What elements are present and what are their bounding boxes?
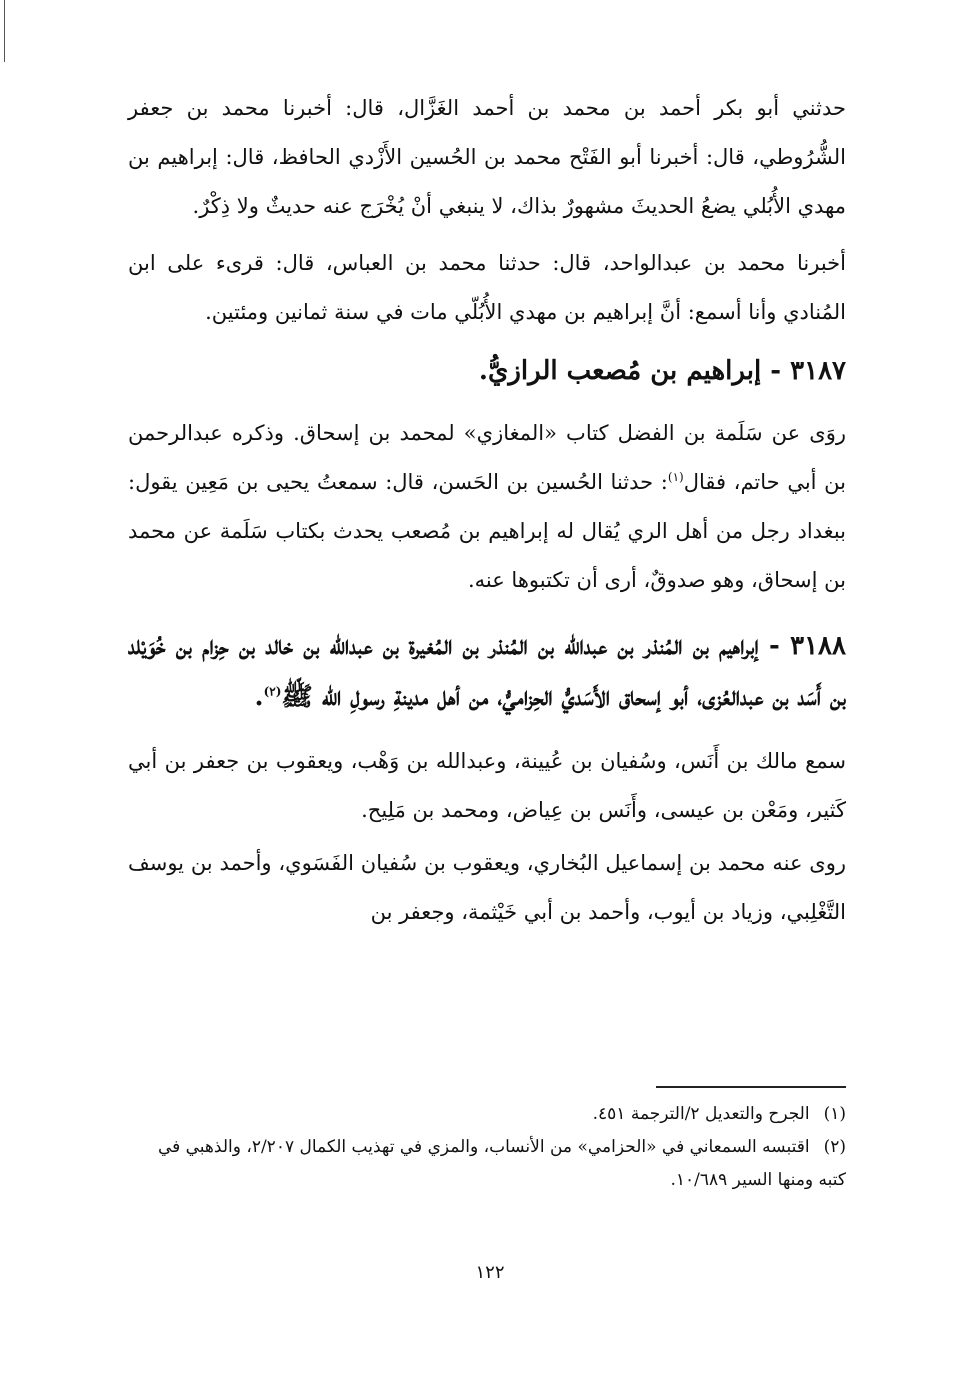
- footnote-separator: [656, 1086, 846, 1088]
- entry-title-end: .: [254, 682, 264, 712]
- footnote-mark: (٢): [823, 1137, 846, 1157]
- main-text: [128, 84, 846, 937]
- footnote-text: الجرح والتعديل ٢/الترجمة ٤٥١.: [592, 1104, 810, 1124]
- entry-separator: -: [769, 631, 780, 661]
- footnote-ref-2: (٢): [263, 684, 282, 699]
- footnote-2: [128, 1131, 846, 1197]
- paragraph-teachers: سمع مالك بن أَنَس، وسُفيان بن عُيينة، وعبدالله بن وَهْب، ويعقوب بن جعفر بن أبي كَثير، ومَعْن بن عيسى، وأَنَس بن عِياض، ومحمد بن مَلِيح.: [128, 749, 846, 822]
- binding-edge-line: [4, 0, 5, 62]
- entry-number: ٣١٨٧: [790, 356, 846, 386]
- paragraph-entry-3187: [128, 409, 846, 605]
- page-number: ١٢٢: [475, 1262, 505, 1283]
- paragraph-students: روى عنه محمد بن إسماعيل البُخاري، ويعقوب بن سُفيان الفَسَوي، وأحمد بن يوسف التَّغْلِبي، وزياد بن أيوب، وأحمد بن أبي خَيْثمة، وجعفر بن: [128, 851, 846, 924]
- paragraph-munadi-narration: أخبرنا محمد بن عبدالواحد، قال: حدثنا محمد بن العباس، قال: قرىء على ابن المُنادي وأنا أسمع: أنَّ إبراهيم بن مهدي الأُبُلّي مات في سنة ثمانين ومئتين.: [128, 251, 846, 324]
- entry-text-continued: : حدثنا الحُسين بن الحَسن، قال: سمعتُ يحيى بن مَعِين يقول: ببغداد رجل من أهل الري يُقال له إبراهيم بن مُصعب يحدث بكتاب سَلَمة عن محمد بن إسحاق، وهو صدوقٌ، أرى أن تكتبوها عنه.: [128, 470, 846, 592]
- footnote-text: اقتبسه السمعاني في «الحزامي» من الأنساب، والمزي في تهذيب الكمال ٢/٢٠٧، والذهبي في كتبه ومنها السير ١٠/٦٨٩.: [157, 1137, 846, 1190]
- paragraph-gazzal-narration: حدثني أبو بكر أحمد بن محمد بن أحمد الغَزَّال، قال: أخبرنا محمد بن جعفر الشُّرُوطي، قال: أخبرنا أبو الفَتْح محمد بن الحُسين الأَزْدي الحافظ، قال: إبراهيم بن مهدي الأُبُلي يضعُ الحديثَ مشهورٌ بذاك، لا ينبغي أنْ يُخْرَج عنه حديثٌ ولا ذِكْرٌ.: [128, 96, 846, 218]
- footnote-ref-1: (١): [667, 470, 684, 484]
- entry-title: إبراهيم بن المُنذر بن عبدالله بن المُنذر بن المُغيرة بن عبدالله بن خالد بن حِزام بن خُوَيْلد بن أَسَد بن عبدالعُزى، أبو إسحاق الأَسَديُّ الحِزاميُّ، من أهل مدينةِ رسولِ الله ﷺ: [128, 631, 846, 712]
- footnote-mark: (١): [823, 1104, 846, 1124]
- entry-heading-3187: [128, 345, 846, 397]
- footnote-1: [128, 1098, 846, 1131]
- entry-separator: -: [770, 356, 782, 386]
- entry-title: إبراهيم بن مُصعب الرازيُّ.: [478, 356, 762, 386]
- entry-text: روَى عن سَلَمة بن الفضل كتاب «المغازي» لمحمد بن إسحاق. وذكره عبدالرحمن بن أبي حاتم، فقال: [128, 421, 846, 494]
- footnotes: [128, 1098, 846, 1197]
- entry-heading-3188: [128, 621, 846, 723]
- entry-number: ٣١٨٨: [790, 631, 846, 661]
